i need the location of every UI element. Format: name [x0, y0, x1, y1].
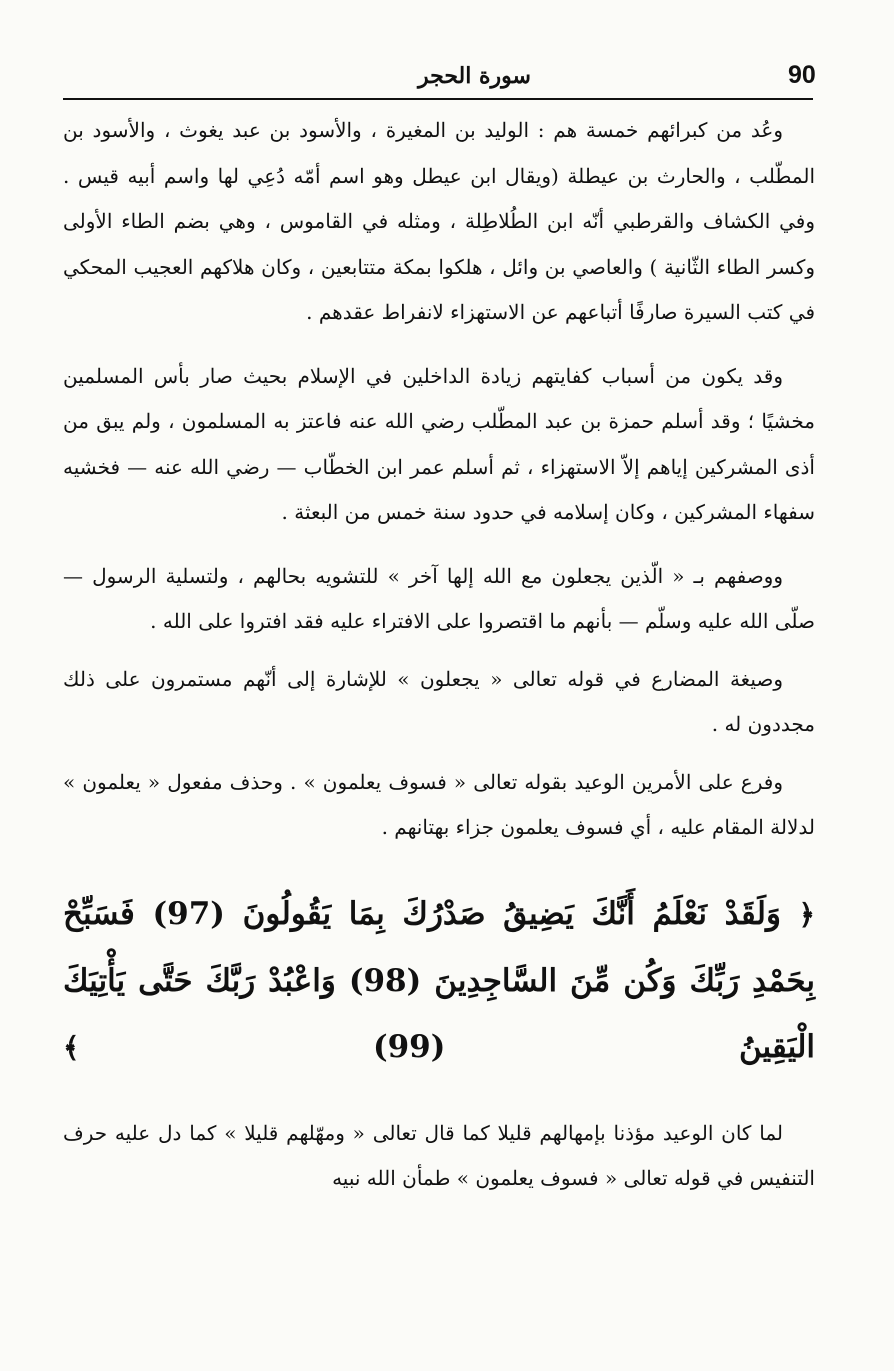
verse-98-number: (98) [348, 962, 422, 999]
quran-open-bracket: ﴿ [798, 897, 816, 931]
paragraph-threat: وفرع على الأمرين الوعيد بقوله تعالى « فسوف يعلمون » . وحذف مفعول « يعلمون » لدلالة المقام عليه ، أي فسوف يعلمون جزاء بهتانهم . [63, 769, 815, 839]
paragraph-interpretation: لما كان الوعيد مؤذنا بإمهالهم قليلا كما قال تعالى « ومهّلهم قليلا » كما دل عليه حرف التنفيس في قوله تعالى « فسوف يعلمون » طمأن الله نبيه [63, 1120, 815, 1190]
paragraph-present-tense: وصيغة المضارع في قوله تعالى « يجعلون » للإشارة إلى أنّهم مستمرون على ذلك مجددون له . [63, 666, 815, 736]
verse-99: وَاعْبُدْ رَبَّكَ حَتَّى يَأْتِيَكَ الْيَقِينُ [63, 962, 815, 1065]
paragraph-description: ووصفهم بـ « الّذين يجعلون مع الله إلها آخر » للتشويه بحالهم ، ولتسلية الرسول — صلّى الله عليه وسلّم — بأنهم ما اقتصروا على الافتراء عليه فقد افتروا على الله . [63, 563, 815, 633]
paragraph-opponents: وعُد من كبرائهم خمسة هم : الوليد بن المغيرة ، والأسود بن عبد يغوث ، والأسود بن المطّلب ، والحارث بن عيطلة (ويقال ابن عيطل وهو اسم أمّه دُعِي لها واسم أبيه قيس . وفي الكشاف والقرطبي أنّه ابن الطُلاطِلة ، ومثله في القاموس ، وهي بضم الطاء الأولى وكسر الطاء الثّانية ) والعاصي بن وائل ، هلكوا بمكة متتابعين ، وكان هلاكهم العجيب المحكي في كتب السيرة صارفًا أتباعهم عن الاستهزاء لانفراط عقدهم . [63, 118, 815, 324]
verse-99-number: (99) [372, 1028, 446, 1065]
verse-98: فَسَبِّحْ بِحَمْدِ رَبِّكَ وَكُن مِّنَ السَّاجِدِينَ [63, 895, 816, 999]
verse-97: وَلَقَدْ نَعْلَمُ أَنَّكَ يَضِيقُ صَدْرُكَ بِمَا يَقُولُونَ [242, 895, 781, 932]
quran-verses [63, 881, 815, 1081]
paragraph-islam-growth: وقد يكون من أسباب كفايتهم زيادة الداخلين في الإسلام بحيث صار بأس المسلمين مخشيًا ؛ وقد أسلم حمزة بن عبد المطّلب رضي الله عنه فاعتز به المسلمون ، ولم يبق من أذى المشركين إياهم إلاّ الاستهزاء ، ثم أسلم عمر ابن الخطّاب — رضي الله عنه — فخشيه سفهاء المشركين ، وكان إسلامه في حدود سنة خمس من البعثة . [63, 363, 815, 524]
page-content [63, 108, 815, 1220]
verse-97-number: (97) [152, 895, 225, 932]
page-header [63, 58, 816, 100]
page-number: 90 [788, 61, 816, 89]
surah-title: سورة الحجر [418, 63, 531, 89]
quran-close-bracket: ﴾ [63, 1030, 80, 1064]
